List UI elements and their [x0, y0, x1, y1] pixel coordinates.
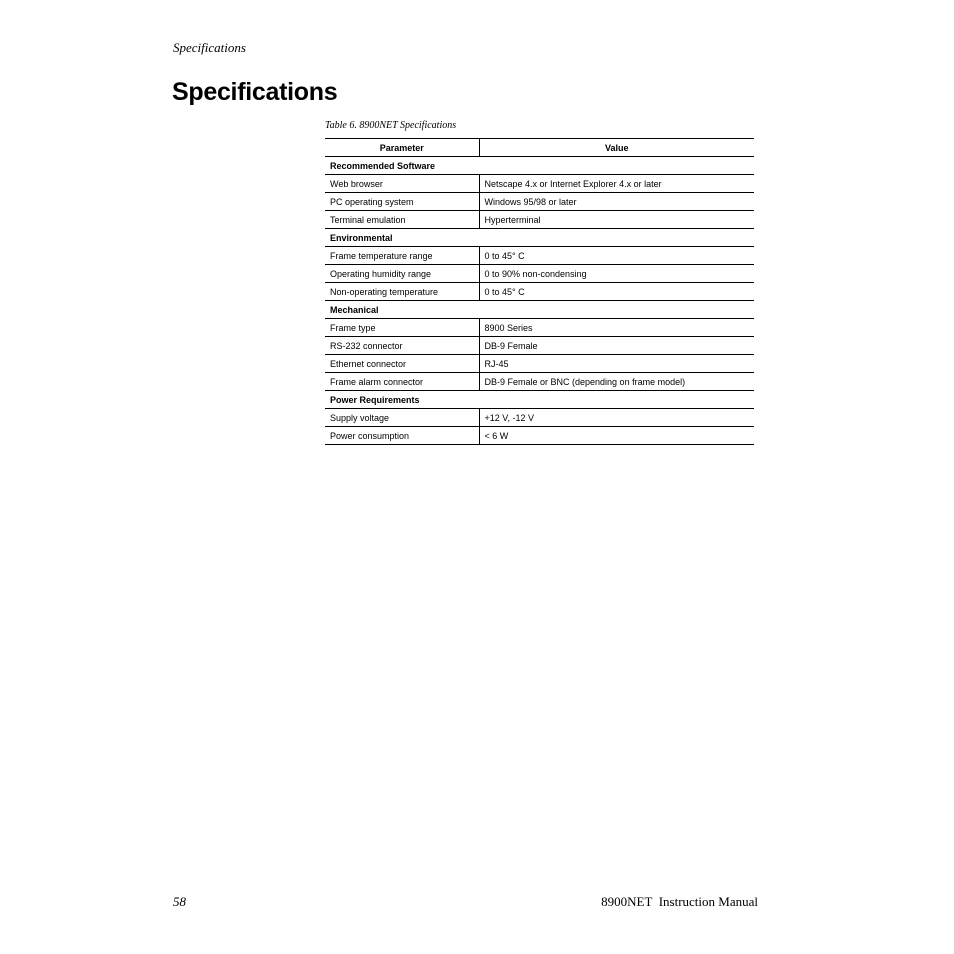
- parameter-cell: PC operating system: [325, 193, 479, 211]
- parameter-cell: Non-operating temperature: [325, 283, 479, 301]
- section-row: [325, 229, 754, 247]
- table-row: [325, 175, 754, 193]
- parameter-cell: Web browser: [325, 175, 479, 193]
- table-header-row: [325, 139, 754, 157]
- parameter-cell: Ethernet connector: [325, 355, 479, 373]
- page-title: Specifications: [172, 78, 338, 106]
- value-cell: Windows 95/98 or later: [479, 193, 754, 211]
- parameter-cell: Frame temperature range: [325, 247, 479, 265]
- table-body: [325, 157, 754, 445]
- table-row: [325, 211, 754, 229]
- parameter-cell: Supply voltage: [325, 409, 479, 427]
- parameter-cell: RS-232 connector: [325, 337, 479, 355]
- value-cell: RJ-45: [479, 355, 754, 373]
- value-cell: +12 V, -12 V: [479, 409, 754, 427]
- parameter-cell: Power consumption: [325, 427, 479, 445]
- table-row: [325, 247, 754, 265]
- section-heading: Environmental: [325, 229, 754, 247]
- table-row: [325, 409, 754, 427]
- section-heading: Power Requirements: [325, 391, 754, 409]
- table-row: [325, 355, 754, 373]
- table-row: [325, 193, 754, 211]
- value-cell: 0 to 45° C: [479, 283, 754, 301]
- value-cell: Netscape 4.x or Internet Explorer 4.x or later: [479, 175, 754, 193]
- column-header-parameter: Parameter: [325, 139, 479, 157]
- parameter-cell: Terminal emulation: [325, 211, 479, 229]
- section-heading: Recommended Software: [325, 157, 754, 175]
- parameter-cell: Frame alarm connector: [325, 373, 479, 391]
- table-caption: Table 6. 8900NET Specifications: [325, 120, 457, 131]
- value-cell: 0 to 90% non-condensing: [479, 265, 754, 283]
- table-row: [325, 283, 754, 301]
- column-header-value: Value: [479, 139, 754, 157]
- value-cell: DB-9 Female or BNC (depending on frame model): [479, 373, 754, 391]
- table-row: [325, 319, 754, 337]
- section-row: [325, 157, 754, 175]
- value-cell: 8900 Series: [479, 319, 754, 337]
- manual-title: 8900NET Instruction Manual: [601, 894, 758, 909]
- specifications-table: [325, 138, 754, 445]
- value-cell: 0 to 45° C: [479, 247, 754, 265]
- section-row: [325, 391, 754, 409]
- value-cell: < 6 W: [479, 427, 754, 445]
- table-row: [325, 265, 754, 283]
- value-cell: DB-9 Female: [479, 337, 754, 355]
- running-head: Specifications: [173, 40, 246, 55]
- section-heading: Mechanical: [325, 301, 754, 319]
- parameter-cell: Operating humidity range: [325, 265, 479, 283]
- section-row: [325, 301, 754, 319]
- table-row: [325, 427, 754, 445]
- parameter-cell: Frame type: [325, 319, 479, 337]
- table-row: [325, 373, 754, 391]
- value-cell: Hyperterminal: [479, 211, 754, 229]
- page-number: 58: [173, 894, 186, 909]
- table-row: [325, 337, 754, 355]
